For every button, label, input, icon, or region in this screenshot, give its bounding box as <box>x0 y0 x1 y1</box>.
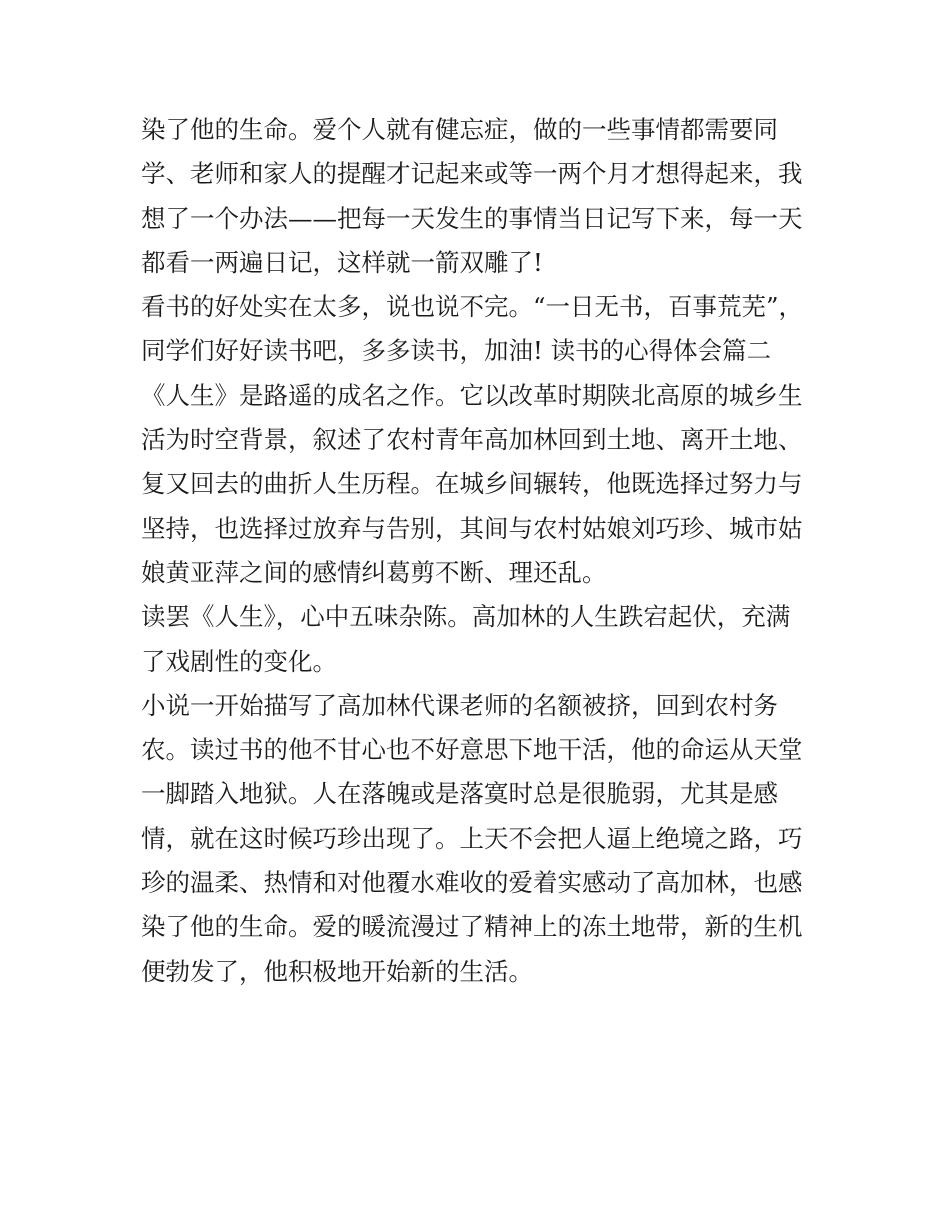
text-line: 都看一两遍日记，这样就一箭双雕了! <box>141 247 543 277</box>
text-line: 便勃发了，他积极地开始新的生活。 <box>141 956 533 986</box>
text-line: 复又回去的曲折人生历程。在城乡间辗转，他既选择过努力与 <box>141 469 803 499</box>
text-line: 了戏剧性的变化。 <box>141 646 337 676</box>
text-line: 活为时空背景，叙述了农村青年高加林回到土地、离开土地、 <box>141 425 803 455</box>
text-line: 染了他的生命。爱个人就有健忘症，做的一些事情都需要同 <box>141 115 778 144</box>
text-line: 想了一个办法——把每一天发生的事情当日记写下来，每一天 <box>141 203 803 233</box>
text-line: 《人生》是路遥的成名之作。它以改革时期陕北高原的城乡生 <box>141 380 803 410</box>
text-line: 学、老师和家人的提醒才记起来或等一两个月才想得起来，我 <box>141 159 803 189</box>
text-line: 同学们好好读书吧，多多读书，加油! 读书的心得体会篇二 <box>141 336 772 366</box>
text-line: 小说一开始描写了高加林代课老师的名额被挤，回到农村务 <box>141 690 778 720</box>
body-text <box>141 108 821 994</box>
text-line: 珍的温柔、热情和对他覆水难收的爱着实感动了高加林，也感 <box>141 868 803 898</box>
text-line: 一脚踏入地狱。人在落魄或是落寞时总是很脆弱，尤其是感 <box>141 779 778 809</box>
text-line: 坚持，也选择过放弃与告别，其间与农村姑娘刘巧珍、城市姑 <box>141 513 803 543</box>
text-line: 农。读过书的他不甘心也不好意思下地干活，他的命运从天堂 <box>141 735 803 765</box>
text-line: 读罢《人生》，心中五味杂陈。高加林的人生跌宕起伏，充满 <box>141 602 791 632</box>
text-line: 情，就在这时候巧珍出现了。上天不会把人逼上绝境之路，巧 <box>141 823 803 853</box>
text-line: 看书的好处实在太多，说也说不完。“一日无书，百事荒芜”， <box>141 292 804 322</box>
text-line: 染了他的生命。爱的暖流漫过了精神上的冻土地带，新的生机 <box>141 912 803 942</box>
text-line: 娘黄亚萍之间的感情纠葛剪不断、理还乱。 <box>141 557 607 587</box>
